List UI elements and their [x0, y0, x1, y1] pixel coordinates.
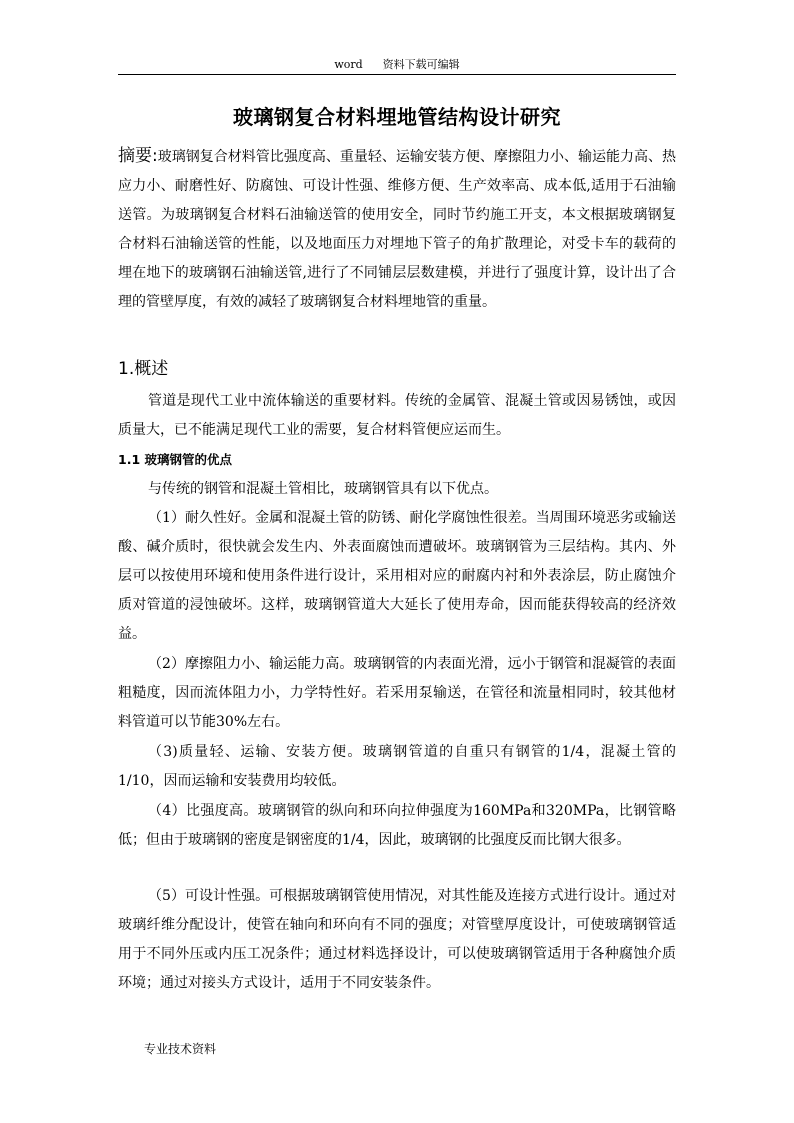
page-header	[118, 55, 676, 75]
advantage-item-durability: （1）耐久性好。金属和混凝土管的防锈、耐化学腐蚀性很差。当周围环境恶劣或输送酸、碱介质时，很快就会发生内、外表面腐蚀而遭破坏。玻璃钢管为三层结构。其内、外层可以按使用环境和使用条件进行设计，采用相对应的耐腐内衬和外表涂层，防止腐蚀介质对管道的浸蚀破坏。这样，玻璃钢管道大大延长了使用寿命，因而能获得较高的经济效益。	[118, 510, 676, 642]
document-title: 玻璃钢复合材料埋地管结构设计研究	[233, 105, 561, 129]
page-footer: 专业技术资料	[144, 1042, 217, 1056]
advantage-item-designability: （5）可设计性强。可根据玻璃钢管使用情况，对其性能及连接方式进行设计。通过对玻璃纤维分配设计，使管在轴向和环向有不同的强度；对管壁厚度设计，可使玻璃钢管适用于不同外压或内压工况条件；通过材料选择设计，可以使玻璃钢管适用于各种腐蚀介质环境；通过对接头方式设计，适用于不同安装条件。	[118, 888, 676, 991]
advantages-intro-paragraph: 与传统的钢管和混凝土管相比，玻璃钢管具有以下优点。	[148, 481, 498, 497]
advantage-item-light-weight: （3)质量轻、运输、安装方便。玻璃钢管道的自重只有钢管的1/4，混凝土管的1/10，因而运输和安装费用均较低。	[118, 744, 676, 789]
section-heading-overview: 1.概述	[118, 359, 169, 379]
header-left-text: word	[334, 58, 363, 71]
header-right-text: 资料下载可编辑	[382, 58, 460, 71]
overview-paragraph: 管道是现代工业中流体输送的重要材料。传统的金属管、混凝土管或因易锈蚀，或因质量大，已不能满足现代工业的需要，复合材料管便应运而生。	[118, 393, 676, 438]
subsection-heading-advantages: 1.1 玻璃钢管的优点	[118, 452, 232, 467]
advantage-item-high-strength: （4）比强度高。玻璃钢管的纵向和环向拉伸强度为160MPa和320MPa，比钢管略低；但由于玻璃钢的密度是钢密度的1/4，因此，玻璃钢的比强度反而比钢大很多。	[118, 803, 676, 848]
abstract-text: 玻璃钢复合材料管比强度高、重量轻、运输安装方便、摩擦阻力小、输运能力高、热应力小、耐磨性好、防腐蚀、可设计性强、维修方便、生产效率高、成本低,适用于石油输送管。为玻璃钢复合材料石油输送管的使用安全，同时节约施工开支，本文根据玻璃钢复合材料石油输送管的性能，以及地面压力对埋地下管子的角扩散理论，对受卡车的载荷的埋在地下的玻璃钢石油输送管,进行了不同铺层层数建模，并进行了强度计算，设计出了合理的管壁厚度，有效的减轻了玻璃钢复合材料埋地管的重量。	[118, 149, 676, 310]
abstract-label: 摘要:	[118, 146, 158, 166]
advantage-item-low-friction: （2）摩擦阻力小、输运能力高。玻璃钢管的内表面光滑，远小于钢管和混凝管的表面粗糙度，因而流体阻力小，力学特性好。若采用泵输送，在管径和流量相同时，较其他材料管道可以节能30%左右。	[118, 656, 676, 730]
abstract-paragraph	[118, 142, 676, 317]
